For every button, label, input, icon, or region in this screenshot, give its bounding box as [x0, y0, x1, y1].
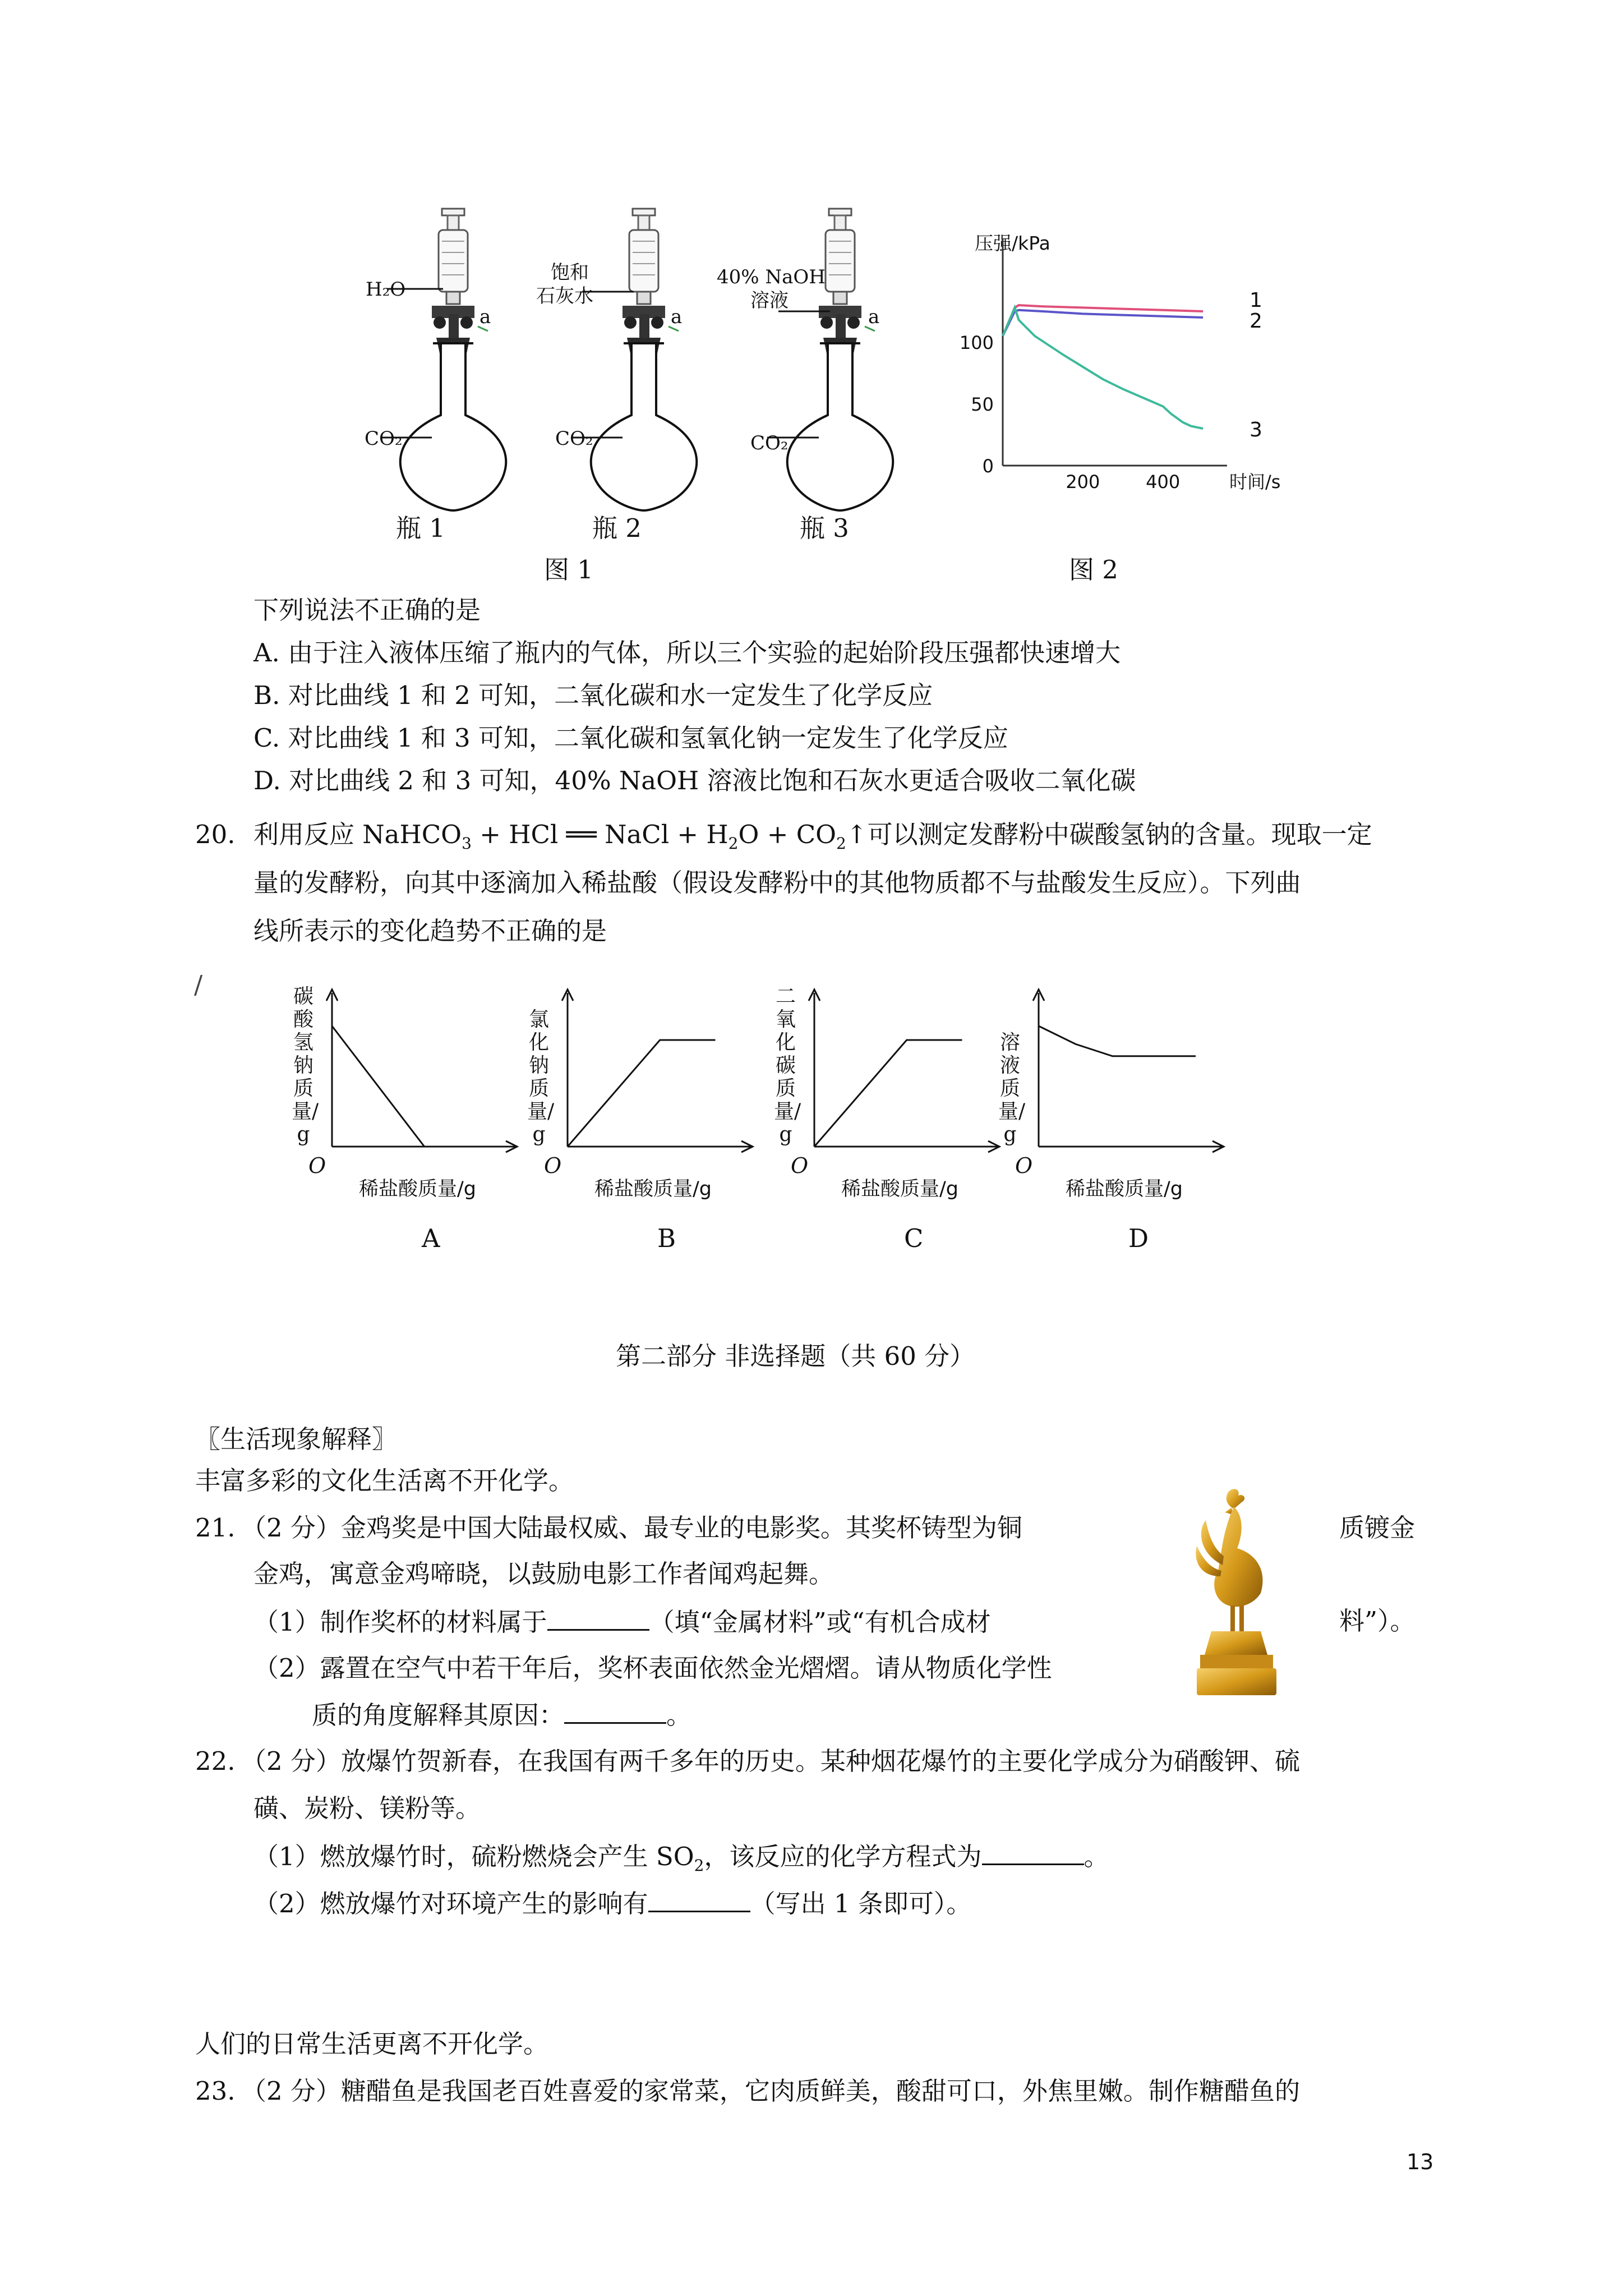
q19-option-d: D. 对比曲线 2 和 3 可知，40% NaOH 溶液比饱和石灰水更适合吸收二氧化碳 [253, 766, 1136, 795]
q20-graph-B [561, 987, 763, 1167]
bottle2-caption: 瓶 2 [592, 513, 642, 543]
q20-graph-xlabel: 稀盐酸质量/g [594, 1178, 712, 1200]
q20-number: 20. [195, 820, 236, 849]
q19-option-a: A. 由于注入液体压缩了瓶内的气体，所以三个实验的起始阶段压强都快速增大 [253, 638, 1121, 668]
section-heading: 〖生活现象解释〗 [195, 1424, 398, 1454]
golden-rooster-trophy-image [1189, 1487, 1279, 1700]
q20-graph-origin: O [791, 1153, 809, 1178]
q20-graph-xlabel: 稀盐酸质量/g [841, 1178, 959, 1200]
q20-graph-ylabel: 溶液质量/g [998, 1031, 1026, 1146]
q23-line1: （2 分）糖醋鱼是我国老百姓喜爱的家常菜，它肉质鲜美，酸甜可口，外焦里嫩。制作糖醋鱼的 [241, 2076, 1300, 2106]
q20-graph-curve [814, 1040, 962, 1147]
bottle3-gas-label: CO₂ [750, 432, 789, 454]
chart-series-3-line [1003, 307, 1203, 429]
page-number: 13 [1407, 2150, 1434, 2174]
q20-line1: 利用反应 NaHCO$_3$ + HCl ══ NaCl + $H_2O$ + $CO_2↑$可以测定发酵粉中碳酸氢钠的含量。现取一定 [253, 820, 1372, 853]
q20-graph-option-letter: A [422, 1223, 440, 1253]
part2-heading: 第二部分 非选择题（共 60 分） [616, 1341, 975, 1371]
chart-series-2-label: 2 [1249, 310, 1262, 333]
bottle3-valve-label: a [868, 306, 880, 328]
q23-number: 23. [195, 2076, 236, 2106]
q21-sub2-cont: 质的角度解释其原因： 。 [312, 1697, 691, 1732]
chart-x-tick-label: 400 [1146, 471, 1181, 493]
q22-line1: （2 分）放爆竹贺新春，在我国有两千多年的历史。某种烟花爆竹的主要化学成分为硝酸钾、硫 [241, 1746, 1300, 1776]
q20-graph-option-letter: B [657, 1223, 676, 1253]
q20-graph-xlabel: 稀盐酸质量/g [1066, 1178, 1183, 1200]
q20-graph-ylabel: 碳酸氢钠质量/g [292, 985, 319, 1146]
chart-series-2-line [1003, 310, 1203, 336]
q20-graph-option-letter: D [1128, 1223, 1149, 1253]
q20-line3: 线所表示的变化趋势不正确的是 [253, 916, 607, 946]
q21-number: 21. [195, 1513, 236, 1543]
bottle3-liquid-label-2: 溶液 [750, 289, 789, 312]
bottle3-liquid-label-1: 40% NaOH [717, 266, 826, 288]
q21-sub1-right: 料”）。 [1339, 1606, 1415, 1636]
q22-sub2: （2）燃放爆竹对环境产生的影响有 （写出 1 条即可）。 [253, 1886, 971, 1921]
chart-x-axis-label: 时间/s [1229, 471, 1281, 493]
q20-graph-option-letter: C [904, 1223, 924, 1253]
q19-option-c: C. 对比曲线 1 和 3 可知，二氧化碳和氢氧化钠一定发生了化学反应 [253, 723, 1008, 753]
chart-x-tick-label: 200 [1066, 471, 1100, 493]
figure1-caption: 图 1 [544, 555, 593, 585]
answer-blank-21-1[interactable] [547, 1604, 649, 1631]
q20-graph-origin: O [544, 1153, 562, 1178]
intro-culture: 丰富多彩的文化生活离不开化学。 [195, 1466, 574, 1496]
bottle2-gas-label: CO₂ [555, 427, 593, 450]
intro-daily-life: 人们的日常生活更离不开化学。 [195, 2029, 549, 2059]
q20-margin-mark: / [194, 970, 203, 1000]
q22-sub1: （1）燃放爆竹时，硫粉燃烧会产生 $SO_2$，该反应的化学方程式为 。 [253, 1839, 1109, 1883]
q20-graph-A [325, 987, 527, 1167]
figure1-apparatus [348, 196, 965, 510]
q21-line2: 金鸡，寓意金鸡啼晓，以鼓励电影工作者闻鸡起舞。 [253, 1559, 834, 1589]
figure2-caption: 图 2 [1069, 555, 1118, 585]
chart-y-axis-label: 压强/kPa [975, 232, 1050, 254]
answer-blank-22-2[interactable] [648, 1886, 750, 1912]
answer-blank-22-1[interactable] [982, 1839, 1084, 1865]
bottle3-caption: 瓶 3 [800, 513, 849, 543]
q20-graph-origin: O [1015, 1153, 1033, 1178]
q22-number: 22. [195, 1746, 236, 1776]
q21-sub2: （2）露置在空气中若干年后，奖杯表面依然金光熠熠。请从物质化学性 [253, 1653, 1052, 1683]
q20-graph-curve [1039, 1026, 1196, 1056]
q20-graph-D [1032, 987, 1234, 1167]
bottle1-valve-label: a [479, 306, 491, 328]
bottle1-caption: 瓶 1 [396, 513, 445, 543]
q22-line2: 磺、炭粉、镁粉等。 [253, 1793, 481, 1823]
q20-graph-curve [568, 1040, 716, 1147]
q20-graph-ylabel: 二氧化碳质量/g [774, 985, 801, 1146]
chart-y-tick-label: 0 [982, 455, 994, 477]
bottle1-liquid-label: H₂O [366, 278, 406, 301]
q20-graph-curve [332, 1026, 425, 1147]
q19-option-b: B. 对比曲线 1 和 2 可知，二氧化碳和水一定发生了化学反应 [253, 680, 933, 710]
chart-series-1-label: 1 [1249, 289, 1262, 312]
answer-blank-21-2[interactable] [564, 1697, 666, 1724]
q20-graph-xlabel: 稀盐酸质量/g [359, 1178, 477, 1200]
q21-line1-right: 质镀金 [1339, 1513, 1415, 1543]
chart-series-3-label: 3 [1249, 418, 1262, 441]
q20-graph-origin: O [308, 1153, 326, 1178]
q19-stem: 下列说法不正确的是 [253, 595, 481, 625]
bottle2-liquid-label-1: 饱和 [551, 261, 589, 284]
q20-graph-C [808, 987, 1009, 1167]
chart-y-tick-label: 50 [971, 394, 994, 415]
q21-line1: （2 分）金鸡奖是中国大陆最权威、最专业的电影奖。其奖杯铸型为铜 [241, 1513, 1022, 1543]
q21-sub1: （1）制作奖杯的材料属于 （填“金属材料”或“有机合成材 [253, 1604, 991, 1639]
bottle1-gas-label: CO₂ [365, 427, 403, 450]
q20-graph-ylabel: 氯化钠质量/g [527, 1008, 555, 1146]
pressure-chart [953, 224, 1290, 505]
chart-y-tick-label: 100 [959, 332, 994, 353]
bottle2-valve-label: a [671, 306, 683, 328]
q20-line2: 量的发酵粉，向其中逐滴加入稀盐酸（假设发酵粉中的其他物质都不与盐酸发生反应）。下列曲 [253, 868, 1301, 898]
bottle2-liquid-label-2: 石灰水 [536, 285, 593, 307]
